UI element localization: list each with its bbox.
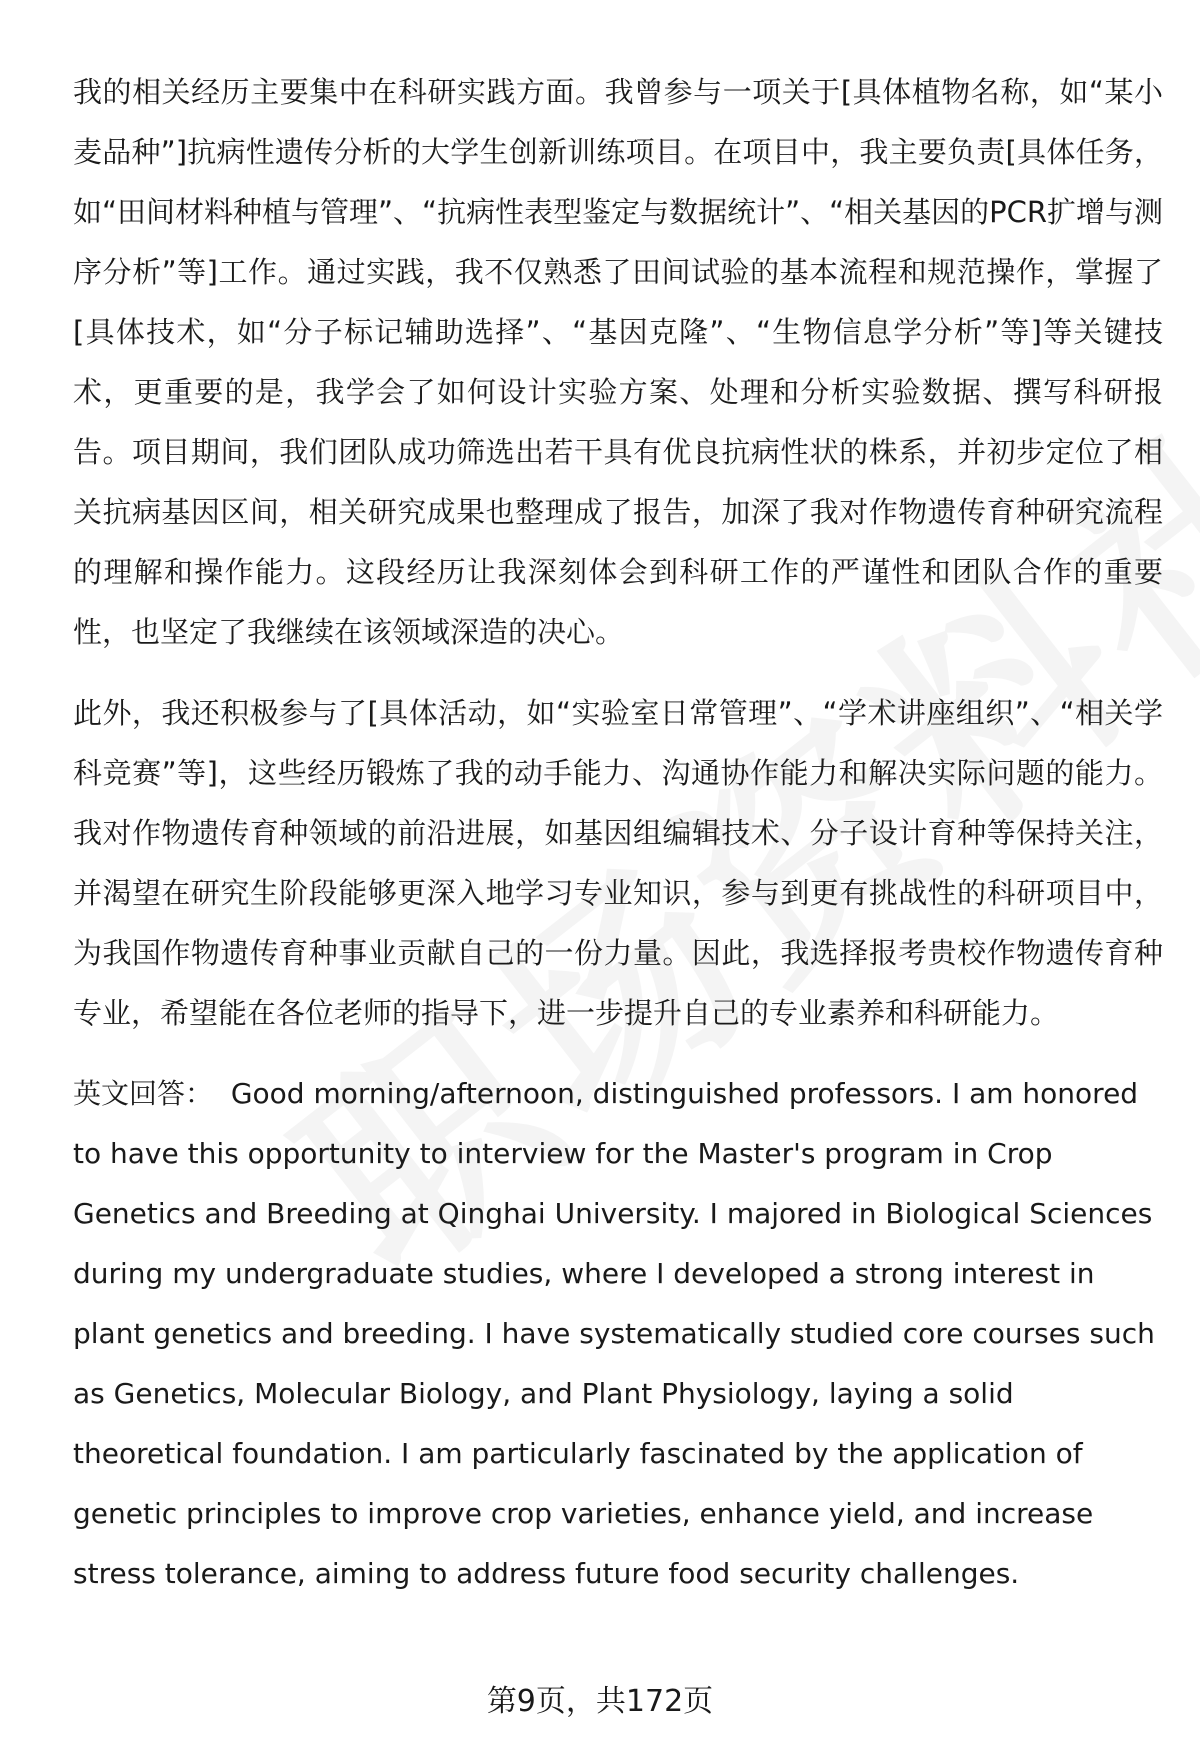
paragraph-english-answer — [73, 1064, 1163, 1604]
paragraph-research-experience: 我的相关经历主要集中在科研实践方面。我曾参与一项关于[具体植物名称，如“某小麦品种”]抗病性遗传分析的大学生创新训练项目。在项目中，我主要负责[具体任务，如“田间材料种植与管理”、“抗病性表型鉴定与数据统计”、“相关基因的PCR扩增与测序分析”等]工作。通过实践，我不仅熟悉了田间试验的基本流程和规范操作，掌握了[具体技术，如“分子标记辅助选择”、“基因克隆”、“生物信息学分析”等]等关键技术，更重要的是，我学会了如何设计实验方案、处理和分析实验数据、撰写科研报告。项目期间，我们团队成功筛选出若干具有优良抗病性状的株系，并初步定位了相关抗病基因区间，相关研究成果也整理成了报告，加深了我对作物遗传育种研究流程的理解和操作能力。这段经历让我深刻体会到科研工作的严谨性和团队合作的重要性，也坚定了我继续在该领域深造的决心。 — [73, 75, 1164, 649]
page-number: 第9页，共172页 — [486, 1684, 714, 1719]
paragraph-other-activities: 此外，我还积极参与了[具体活动，如“实验室日常管理”、“学术讲座组织”、“相关学科竞赛”等]，这些经历锻炼了我的动手能力、沟通协作能力和解决实际问题的能力。我对作物遗传育种领域的前沿进展，如基因组编辑技术、分子设计育种等保持关注，并渴望在研究生阶段能够更深入地学习专业知识，参与到更有挑战性的科研项目中，为我国作物遗传育种事业贡献自己的一份力量。因此，我选择报考贵校作物遗传育种专业，希望能在各位老师的指导下，进一步提升自己的专业素养和科研能力。 — [73, 696, 1163, 1030]
document-body — [73, 62, 1163, 1604]
english-answer-label: 英文回答： — [73, 1077, 214, 1110]
english-answer-text: Good morning/afternoon, distinguished professors. I am honored to have this opportunity to interview for the Master's program in Crop Genetics and Breeding at Qinghai University. I majored in Biological Sciences during my undergraduate studies, where I developed a strong interest in plant genetics and breeding. I have systematically studied core courses such as Genetics, Molecular Biology, and Plant Physiology, laying a solid theoretical foundation. I am particularly fascinated by the application of genetic principles to improve crop varieties, enhance yield, and increase stress tolerance, aiming to address future food security challenges. — [73, 1077, 1155, 1590]
